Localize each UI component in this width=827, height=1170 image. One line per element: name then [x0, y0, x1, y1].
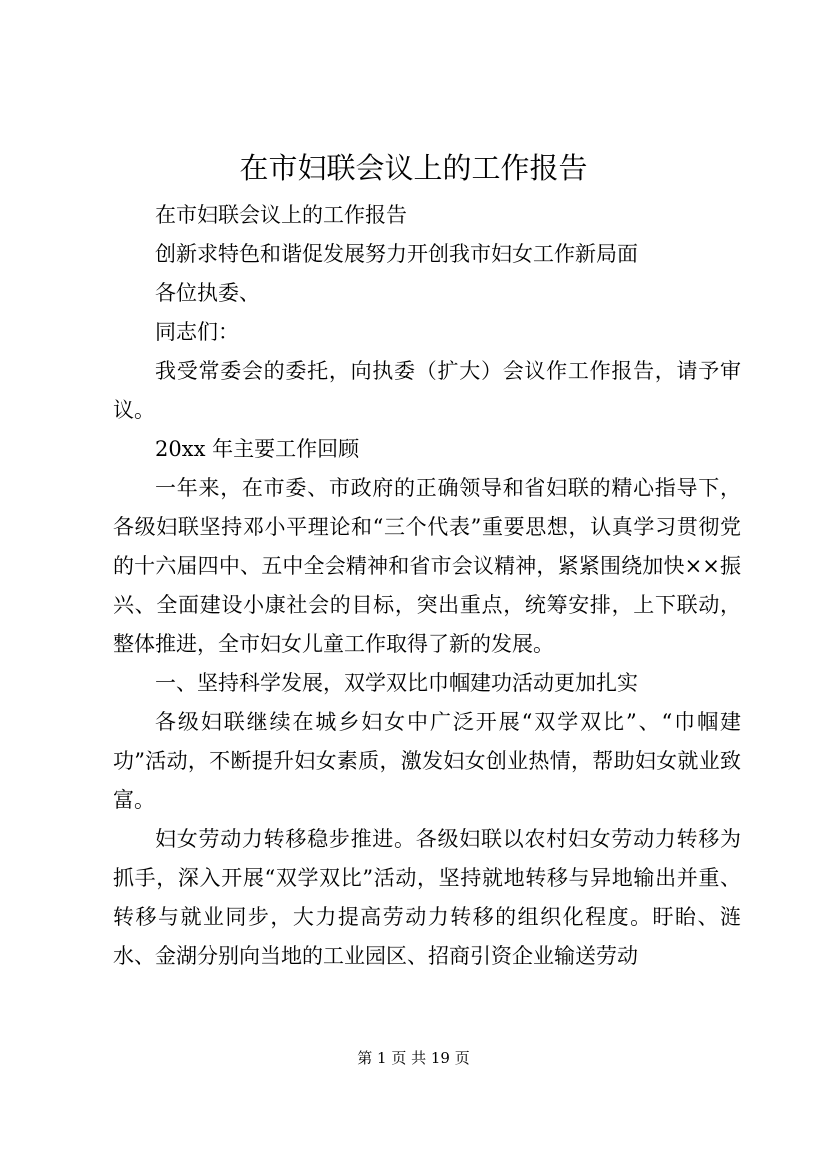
document-title: 在市妇联会议上的工作报告	[239, 151, 588, 185]
paragraph: 同志们：	[155, 320, 239, 344]
document-body	[113, 196, 741, 976]
paragraph: 各级妇联继续在城乡妇女中广泛开展“双学双比”、“巾帼建功”活动，不断提升妇女素质，激发妇女创业热情，帮助妇女就业致富。	[113, 710, 741, 812]
paragraph: 妇女劳动力转移稳步推进。各级妇联以农村妇女劳动力转移为抓手，深入开展“双学双比”活动，坚持就地转移与异地输出并重、转移与就业同步，大力提高劳动力转移的组织化程度。盱眙、涟水、金湖分别向当地的工业园区、招商引资企业输送劳动	[113, 827, 741, 968]
paragraph: 在市妇联会议上的工作报告	[155, 203, 407, 227]
paragraph: 我受常委会的委托，向执委（扩大）会议作工作报告，请予审议。	[113, 359, 741, 422]
section-heading: 20xx 年主要工作回顾	[155, 437, 360, 461]
paragraph: 一年来，在市委、市政府的正确领导和省妇联的精心指导下，各级妇联坚持邓小平理论和“三个代表”重要思想，认真学习贯彻党的十六届四中、五中全会精神和省市会议精神，紧紧围绕加快××振兴、全面建设小康社会的目标，突出重点，统筹安排，上下联动，整体推进，全市妇女儿童工作取得了新的发展。	[113, 476, 741, 656]
section-heading: 一、坚持科学发展，双学双比巾帼建功活动更加扎实	[155, 671, 638, 695]
page-number-footer: 第 1 页 共 19 页	[357, 1049, 470, 1067]
paragraph: 创新求特色和谐促发展努力开创我市妇女工作新局面	[155, 242, 638, 266]
paragraph: 各位执委、	[155, 281, 260, 305]
